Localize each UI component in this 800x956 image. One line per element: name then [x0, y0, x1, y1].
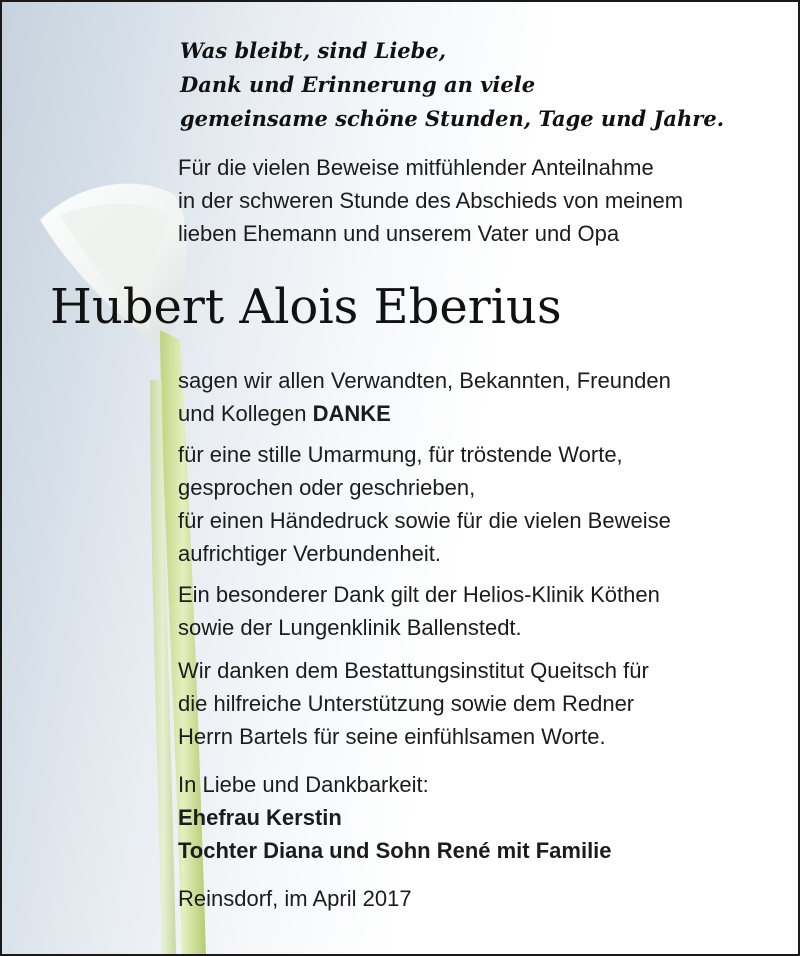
- family-member: Tochter Diana und Sohn René mit Familie: [178, 838, 612, 863]
- clinics-line: Ein besonderer Dank gilt der Helios-Klinik Köthen: [178, 582, 660, 607]
- intro-line: lieben Ehemann und unserem Vater und Opa: [178, 221, 620, 246]
- gestures-line: gesprochen oder geschrieben,: [178, 475, 476, 500]
- clinics-line: sowie der Lungenklinik Ballenstedt.: [178, 615, 522, 640]
- gestures-line: für eine stille Umarmung, für tröstende Worte,: [178, 442, 623, 467]
- funeral-line: Wir danken dem Bestattungsinstitut Queitsch für: [178, 658, 649, 683]
- thanks-line: sagen wir allen Verwandten, Bekannten, Freunden: [178, 368, 671, 393]
- funeral-line: die hilfreiche Unterstützung sowie dem Redner: [178, 691, 635, 716]
- thanks-emphasis: DANKE: [312, 401, 391, 426]
- family-member: Ehefrau Kerstin: [178, 805, 342, 830]
- deceased-name: Hubert Alois Eberius: [50, 279, 562, 335]
- motto-line: Dank und Erinnerung an viele: [180, 72, 536, 97]
- closing-line: In Liebe und Dankbarkeit:: [178, 772, 429, 797]
- place-date-line: Reinsdorf, im April 2017: [178, 886, 412, 911]
- gestures-line: aufrichtiger Verbundenheit.: [178, 541, 441, 566]
- motto-line: Was bleibt, sind Liebe,: [180, 38, 447, 63]
- gestures-line: für einen Händedruck sowie für die vielen Beweise: [178, 508, 671, 533]
- thanks-prefix: und Kollegen: [178, 401, 307, 426]
- intro-line: Für die vielen Beweise mitfühlender Anteilnahme: [178, 155, 654, 180]
- intro-line: in der schweren Stunde des Abschieds von meinem: [178, 188, 684, 213]
- motto-line: gemeinsame schöne Stunden, Tage und Jahre.: [180, 106, 725, 131]
- funeral-line: Herrn Bartels für seine einfühlsamen Worte.: [178, 724, 606, 749]
